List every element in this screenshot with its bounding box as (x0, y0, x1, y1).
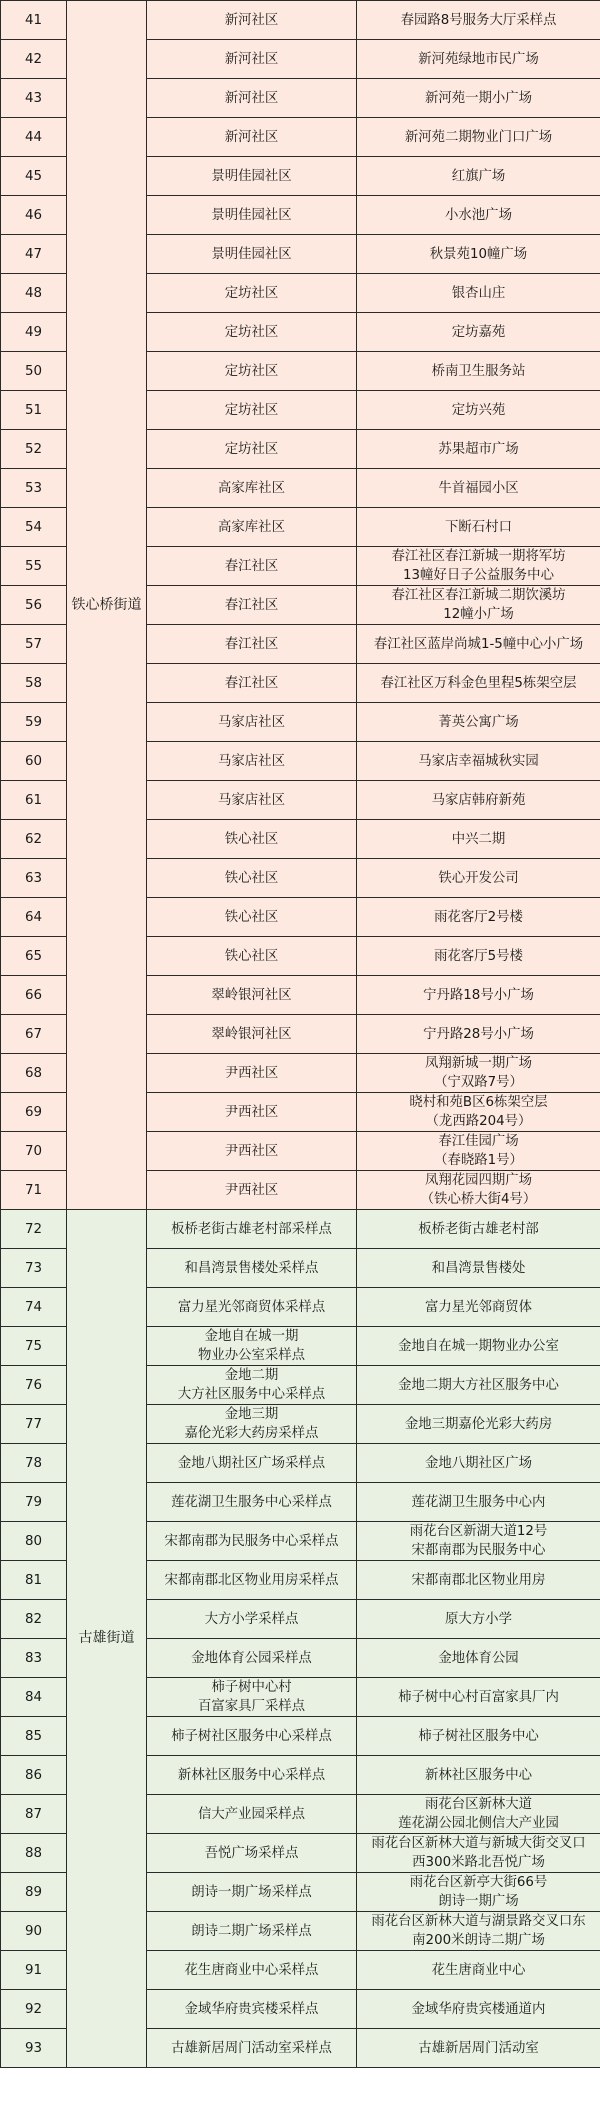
row-number: 55 (1, 547, 67, 586)
site-line: 宋都南郡北区物业用房 (411, 1572, 546, 1588)
community-line: 柿子树社区服务中心采样点 (171, 1728, 332, 1744)
row-number: 68 (1, 1054, 67, 1093)
community-cell (147, 703, 357, 742)
community-line: 朗诗二期广场采样点 (191, 1923, 312, 1939)
site-line: 马家店幸福城秋实园 (418, 753, 539, 769)
community-cell (147, 235, 357, 274)
site-line: 莲花湖卫生服务中心内 (411, 1494, 546, 1510)
community-line: 定坊社区 (224, 324, 279, 340)
site-line: 雨花客厅5号楼 (434, 948, 523, 964)
row-number: 73 (1, 1249, 67, 1288)
sampling-site-cell (357, 1639, 600, 1678)
community-cell (147, 1483, 357, 1522)
row-number: 54 (1, 508, 67, 547)
site-line: 金地三期嘉伦光彩大药房 (404, 1416, 553, 1432)
sampling-site-cell (357, 1522, 600, 1561)
community-line: 吾悦广场采样点 (204, 1845, 299, 1861)
community-line: 春江社区 (224, 558, 279, 574)
community-line: 信大产业园采样点 (197, 1806, 306, 1822)
community-line: 铁心社区 (224, 909, 279, 925)
community-line: 金地二期 (224, 1368, 279, 1383)
row-number: 47 (1, 235, 67, 274)
site-line: 雨花台区新亭大街66号 (409, 1875, 548, 1890)
sampling-site-cell (357, 1054, 600, 1093)
row-number: 71 (1, 1171, 67, 1210)
site-line: 牛首福园小区 (438, 480, 519, 496)
row-number: 84 (1, 1678, 67, 1717)
community-cell (147, 1912, 357, 1951)
community-cell (147, 820, 357, 859)
site-line: 花生唐商业中心 (431, 1962, 526, 1978)
community-cell (147, 781, 357, 820)
community-cell (147, 1795, 357, 1834)
site-line: 宋都南郡为民服务中心 (411, 1543, 546, 1558)
site-line: 凤翔花园四期广场 (424, 1173, 533, 1188)
site-line: 红旗广场 (451, 168, 506, 184)
site-line: 富力星光邻商贸体 (424, 1299, 533, 1315)
site-line: 12幢小广场 (443, 607, 514, 622)
sampling-site-cell (357, 508, 600, 547)
row-number: 83 (1, 1639, 67, 1678)
sampling-site-cell (357, 1678, 600, 1717)
community-line: 板桥老街古雄老村部采样点 (171, 1221, 332, 1237)
community-cell (147, 1717, 357, 1756)
sampling-site-cell (357, 1249, 600, 1288)
community-cell (147, 1873, 357, 1912)
site-line: 春江佳园广场 (438, 1134, 519, 1149)
site-line: 板桥老街古雄老村部 (418, 1221, 539, 1237)
row-number: 80 (1, 1522, 67, 1561)
community-line: 定坊社区 (224, 441, 279, 457)
site-line: 凤翔新城一期广场 (424, 1056, 533, 1071)
site-line: 新河苑二期物业门口广场 (404, 129, 553, 145)
community-line: 金地体育公园采样点 (191, 1650, 312, 1666)
community-line: 定坊社区 (224, 402, 279, 418)
sampling-site-cell (357, 1756, 600, 1795)
sampling-site-cell (357, 157, 600, 196)
community-cell (147, 1639, 357, 1678)
community-line: 尹西社区 (224, 1182, 279, 1198)
community-cell (147, 1990, 357, 2029)
community-line: 大方社区服务中心采样点 (177, 1387, 326, 1402)
site-line: 新林社区服务中心 (424, 1767, 533, 1783)
sampling-site-cell (357, 1093, 600, 1132)
community-line: 柿子树中心村 (211, 1680, 292, 1695)
community-line: 宋都南郡为民服务中心采样点 (164, 1533, 339, 1549)
street-name: 铁心桥街道 (67, 1, 147, 1210)
community-line: 翠岭银河社区 (211, 1026, 292, 1042)
community-cell (147, 1288, 357, 1327)
row-number: 74 (1, 1288, 67, 1327)
row-number: 66 (1, 976, 67, 1015)
row-number: 72 (1, 1210, 67, 1249)
community-line: 尹西社区 (224, 1143, 279, 1159)
community-line: 新河社区 (224, 90, 279, 106)
sampling-site-cell (357, 1171, 600, 1210)
site-line: 柿子树中心村百富家具厂内 (398, 1689, 559, 1705)
sampling-site-cell (357, 1561, 600, 1600)
site-line: 小水池广场 (445, 207, 512, 223)
community-cell (147, 1210, 357, 1249)
site-line: 新河苑一期小广场 (424, 90, 533, 106)
community-line: 尹西社区 (224, 1065, 279, 1081)
sampling-site-cell (357, 1951, 600, 1990)
sampling-site-cell (357, 1717, 600, 1756)
community-line: 嘉伦光彩大药房采样点 (184, 1426, 319, 1441)
sampling-site-cell (357, 1912, 600, 1951)
community-cell (147, 976, 357, 1015)
sampling-site-cell (357, 1366, 600, 1405)
row-number: 41 (1, 1, 67, 40)
site-line: 金地自在城一期物业办公室 (398, 1338, 559, 1354)
site-line: 铁心开发公司 (438, 870, 519, 886)
row-number: 58 (1, 664, 67, 703)
row-number: 90 (1, 1912, 67, 1951)
sampling-site-cell (357, 703, 600, 742)
row-number: 50 (1, 352, 67, 391)
community-cell (147, 508, 357, 547)
community-cell (147, 1366, 357, 1405)
community-cell (147, 469, 357, 508)
row-number: 70 (1, 1132, 67, 1171)
community-cell (147, 937, 357, 976)
community-cell (147, 1054, 357, 1093)
sampling-site-cell (357, 859, 600, 898)
sampling-site-cell (357, 1288, 600, 1327)
row-number: 44 (1, 118, 67, 157)
community-cell (147, 157, 357, 196)
sampling-site-cell (357, 625, 600, 664)
row-number: 79 (1, 1483, 67, 1522)
site-line: 西300米路北吾悦广场 (412, 1855, 545, 1870)
sampling-site-cell (357, 118, 600, 157)
community-line: 百富家具厂采样点 (197, 1699, 306, 1714)
site-line: 南200米朗诗二期广场 (412, 1933, 545, 1948)
community-cell (147, 196, 357, 235)
community-line: 新河社区 (224, 51, 279, 67)
site-line: 雨花客厅2号楼 (434, 909, 523, 925)
site-line: 新河苑绿地市民广场 (418, 51, 539, 67)
row-number: 67 (1, 1015, 67, 1054)
community-line: 春江社区 (224, 675, 279, 691)
community-cell (147, 352, 357, 391)
community-line: 景明佳园社区 (211, 168, 292, 184)
table-row (1, 1, 600, 40)
site-line: 春江社区春江新城二期饮溪坊 (391, 588, 566, 603)
sampling-site-cell (357, 547, 600, 586)
site-line: 春江社区万科金色里程5栋架空层 (380, 675, 577, 691)
site-line: （铁心桥大街4号） (420, 1192, 537, 1207)
community-cell (147, 898, 357, 937)
site-line: 莲花湖公园北侧信大产业园 (398, 1816, 559, 1831)
sampling-site-cell (357, 2029, 600, 2068)
sampling-site-cell (357, 430, 600, 469)
community-cell (147, 742, 357, 781)
row-number: 76 (1, 1366, 67, 1405)
site-line: 下断石村口 (445, 519, 512, 535)
sampling-site-cell (357, 313, 600, 352)
sampling-site-cell (357, 820, 600, 859)
sampling-site-cell (357, 1795, 600, 1834)
community-line: 古雄新居周门活动室采样点 (171, 2040, 332, 2056)
sampling-site-cell (357, 469, 600, 508)
site-line: 马家店韩府新苑 (431, 792, 526, 808)
community-line: 金地八期社区广场采样点 (177, 1455, 326, 1471)
row-number: 91 (1, 1951, 67, 1990)
sampling-site-cell (357, 586, 600, 625)
row-number: 86 (1, 1756, 67, 1795)
community-cell (147, 1015, 357, 1054)
community-line: 莲花湖卫生服务中心采样点 (171, 1494, 332, 1510)
sampling-site-cell (357, 937, 600, 976)
sampling-site-cell (357, 781, 600, 820)
row-number: 82 (1, 1600, 67, 1639)
sampling-site-cell (357, 235, 600, 274)
community-cell (147, 1171, 357, 1210)
community-line: 宋都南郡北区物业用房采样点 (164, 1572, 339, 1588)
community-cell (147, 118, 357, 157)
row-number: 48 (1, 274, 67, 313)
community-line: 金地自在城一期 (204, 1329, 299, 1344)
site-line: 13幢好日子公益服务中心 (403, 568, 554, 583)
community-cell (147, 1834, 357, 1873)
row-number: 65 (1, 937, 67, 976)
community-line: 富力星光邻商贸体采样点 (177, 1299, 326, 1315)
row-number: 57 (1, 625, 67, 664)
row-number: 89 (1, 1873, 67, 1912)
community-cell (147, 859, 357, 898)
community-line: 新河社区 (224, 12, 279, 28)
sampling-site-cell (357, 1990, 600, 2029)
community-line: 金地三期 (224, 1407, 279, 1422)
community-cell (147, 274, 357, 313)
site-line: 金域华府贵宾楼通道内 (411, 2001, 546, 2017)
community-line: 景明佳园社区 (211, 207, 292, 223)
row-number: 60 (1, 742, 67, 781)
community-line: 定坊社区 (224, 285, 279, 301)
sampling-site-cell (357, 1132, 600, 1171)
site-line: 雨花台区新林大道与新城大街交叉口 (371, 1836, 586, 1851)
site-line: 宁丹路28号小广场 (423, 1026, 534, 1042)
community-cell (147, 313, 357, 352)
community-cell (147, 1405, 357, 1444)
site-line: 定坊兴苑 (451, 402, 506, 418)
table-body (1, 1, 600, 2068)
community-cell (147, 40, 357, 79)
community-line: 马家店社区 (218, 714, 285, 730)
community-cell (147, 1561, 357, 1600)
row-number: 78 (1, 1444, 67, 1483)
sampling-site-cell (357, 1015, 600, 1054)
row-number: 42 (1, 40, 67, 79)
site-line: 金地体育公园 (438, 1650, 519, 1666)
row-number: 87 (1, 1795, 67, 1834)
community-line: 物业办公室采样点 (197, 1348, 306, 1363)
site-line: 晓村和苑B区6栋架空层 (409, 1095, 548, 1110)
row-number: 85 (1, 1717, 67, 1756)
site-line: 春江社区蓝岸尚城1-5幢中心小广场 (373, 636, 584, 652)
row-number: 69 (1, 1093, 67, 1132)
community-cell (147, 625, 357, 664)
community-cell (147, 1678, 357, 1717)
site-line: 苏果超市广场 (438, 441, 519, 457)
site-line: 金地二期大方社区服务中心 (398, 1377, 559, 1393)
row-number: 49 (1, 313, 67, 352)
site-line: 中兴二期 (451, 831, 506, 847)
sampling-site-cell (357, 976, 600, 1015)
community-cell (147, 1444, 357, 1483)
sampling-site-cell (357, 1327, 600, 1366)
row-number: 56 (1, 586, 67, 625)
site-line: 金地八期社区广场 (424, 1455, 533, 1471)
community-cell (147, 1, 357, 40)
site-line: 原大方小学 (445, 1611, 512, 1627)
community-line: 大方小学采样点 (204, 1611, 299, 1627)
table-row (1, 1210, 600, 1249)
community-line: 尹西社区 (224, 1104, 279, 1120)
site-line: 朗诗一期广场 (438, 1894, 519, 1909)
site-line: 雨花台区新湖大道12号 (409, 1524, 548, 1539)
sampling-site-cell (357, 664, 600, 703)
community-line: 铁心社区 (224, 870, 279, 886)
community-line: 马家店社区 (218, 753, 285, 769)
sampling-site-cell (357, 1834, 600, 1873)
community-line: 景明佳园社区 (211, 246, 292, 262)
community-line: 和昌湾景售楼处采样点 (184, 1260, 319, 1276)
community-cell (147, 664, 357, 703)
sampling-site-cell (357, 40, 600, 79)
site-line: 春江社区春江新城一期将军坊 (391, 549, 566, 564)
site-line: 柿子树社区服务中心 (418, 1728, 539, 1744)
sampling-site-cell (357, 391, 600, 430)
site-line: 桥南卫生服务站 (431, 363, 526, 379)
sampling-site-cell (357, 1, 600, 40)
community-line: 春江社区 (224, 636, 279, 652)
row-number: 51 (1, 391, 67, 430)
community-line: 马家店社区 (218, 792, 285, 808)
sampling-site-cell (357, 352, 600, 391)
row-number: 77 (1, 1405, 67, 1444)
community-line: 朗诗一期广场采样点 (191, 1884, 312, 1900)
community-cell (147, 391, 357, 430)
site-line: 雨花台区新林大道 (424, 1797, 533, 1812)
row-number: 64 (1, 898, 67, 937)
community-cell (147, 1132, 357, 1171)
community-cell (147, 1600, 357, 1639)
community-cell (147, 1951, 357, 1990)
sampling-site-cell (357, 274, 600, 313)
community-line: 铁心社区 (224, 948, 279, 964)
sampling-site-cell (357, 1483, 600, 1522)
community-line: 定坊社区 (224, 363, 279, 379)
community-cell (147, 1522, 357, 1561)
row-number: 59 (1, 703, 67, 742)
community-cell (147, 1327, 357, 1366)
sampling-site-cell (357, 742, 600, 781)
community-cell (147, 1756, 357, 1795)
row-number: 93 (1, 2029, 67, 2068)
row-number: 62 (1, 820, 67, 859)
row-number: 53 (1, 469, 67, 508)
site-line: （龙西路204号） (425, 1114, 532, 1129)
sampling-site-cell (357, 1405, 600, 1444)
community-cell (147, 1249, 357, 1288)
sampling-site-cell (357, 1444, 600, 1483)
row-number: 61 (1, 781, 67, 820)
community-line: 高家库社区 (218, 480, 285, 496)
row-number: 75 (1, 1327, 67, 1366)
site-line: （春晓路1号） (434, 1153, 523, 1168)
row-number: 43 (1, 79, 67, 118)
community-cell (147, 547, 357, 586)
community-cell (147, 2029, 357, 2068)
community-line: 新河社区 (224, 129, 279, 145)
sampling-site-cell (357, 196, 600, 235)
row-number: 92 (1, 1990, 67, 2029)
site-line: 秋景苑10幢广场 (429, 246, 528, 262)
site-line: 银杏山庄 (451, 285, 506, 301)
site-line: 菁英公寓广场 (438, 714, 519, 730)
community-cell (147, 586, 357, 625)
community-cell (147, 1093, 357, 1132)
site-line: 古雄新居周门活动室 (418, 2040, 539, 2056)
sampling-site-cell (357, 1600, 600, 1639)
site-line: 定坊嘉苑 (451, 324, 506, 340)
community-cell (147, 79, 357, 118)
community-line: 翠岭银河社区 (211, 987, 292, 1003)
street-name: 古雄街道 (67, 1210, 147, 2068)
community-line: 金域华府贵宾楼采样点 (184, 2001, 319, 2017)
site-line: 雨花台区新林大道与湖景路交叉口东 (371, 1914, 586, 1929)
community-line: 铁心社区 (224, 831, 279, 847)
site-line: （宁双路7号） (434, 1075, 523, 1090)
row-number: 88 (1, 1834, 67, 1873)
site-line: 春园路8号服务大厅采样点 (400, 12, 557, 28)
sampling-site-cell (357, 1873, 600, 1912)
row-number: 81 (1, 1561, 67, 1600)
row-number: 52 (1, 430, 67, 469)
row-number: 46 (1, 196, 67, 235)
community-line: 春江社区 (224, 597, 279, 613)
community-line: 高家库社区 (218, 519, 285, 535)
sampling-site-cell (357, 1210, 600, 1249)
site-line: 宁丹路18号小广场 (423, 987, 534, 1003)
row-number: 45 (1, 157, 67, 196)
row-number: 63 (1, 859, 67, 898)
community-line: 新林社区服务中心采样点 (177, 1767, 326, 1783)
sampling-site-cell (357, 79, 600, 118)
sampling-site-cell (357, 898, 600, 937)
community-line: 花生唐商业中心采样点 (184, 1962, 319, 1978)
community-cell (147, 430, 357, 469)
site-line: 和昌湾景售楼处 (431, 1260, 526, 1276)
